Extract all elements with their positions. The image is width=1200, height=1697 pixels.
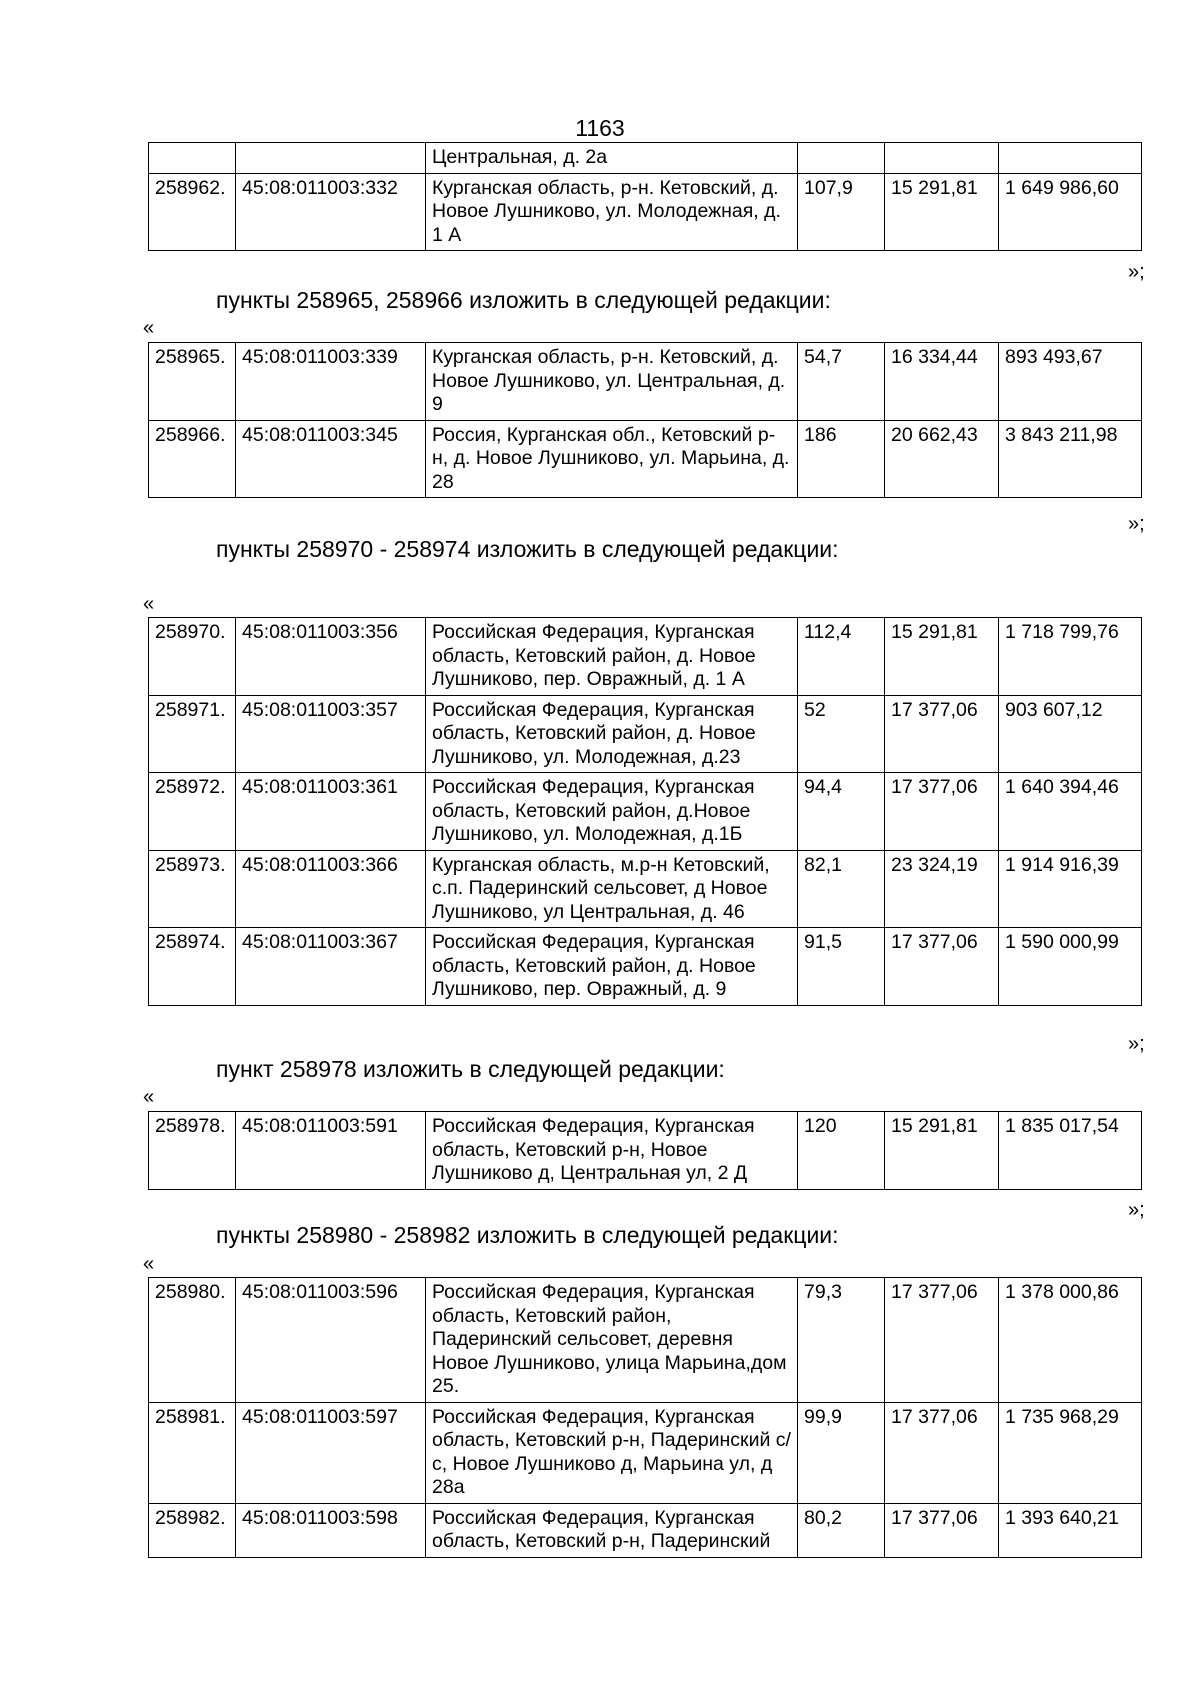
unit-value-cell: 15 291,81: [885, 1112, 999, 1190]
cadastral-number-cell: [236, 143, 426, 174]
unit-value-cell: 17 377,06: [885, 1503, 999, 1557]
cadastral-number-cell: 45:08:011003:598: [236, 1503, 426, 1557]
amendment-intro: пункт 258978 изложить в следующей редакции:: [216, 1056, 725, 1082]
unit-value-cell: 17 377,06: [885, 928, 999, 1006]
amendment-intro: пункты 258970 - 258974 изложить в следующей редакции:: [216, 536, 839, 562]
cadastral-value-cell: [999, 143, 1142, 174]
registry-table: [148, 1111, 1142, 1190]
cadastral-value-cell: 1 914 916,39: [999, 850, 1142, 928]
item-number-cell: 258978.: [149, 1112, 236, 1190]
unit-value-cell: 17 377,06: [885, 1278, 999, 1403]
amendment-intro: пункты 258980 - 258982 изложить в следующей редакции:: [216, 1222, 839, 1248]
area-cell: 94,4: [798, 773, 885, 851]
cadastral-number-cell: 45:08:011003:361: [236, 773, 426, 851]
address-cell: Российская Федерация, Курганская область, Кетовский р-н, Падеринский: [426, 1503, 798, 1557]
closing-quote: »;: [1128, 513, 1145, 535]
table-row: [149, 773, 1142, 851]
area-cell: 186: [798, 420, 885, 498]
area-cell: [798, 143, 885, 174]
address-cell: Российская Федерация, Курганская область, Кетовский район, Падеринский сельсовет, деревня Новое Лушниково, улица Марьина,дом 25.: [426, 1278, 798, 1403]
cadastral-value-cell: 1 590 000,99: [999, 928, 1142, 1006]
item-number-cell: 258980.: [149, 1278, 236, 1403]
opening-quote: «: [143, 1086, 155, 1108]
item-number-cell: 258970.: [149, 618, 236, 696]
opening-quote: «: [143, 1253, 155, 1275]
area-cell: 91,5: [798, 928, 885, 1006]
area-cell: 79,3: [798, 1278, 885, 1403]
address-cell: Российская Федерация, Курганская область, Кетовский район, д. Новое Лушниково, пер. Овражный, д. 1 А: [426, 618, 798, 696]
area-cell: 107,9: [798, 173, 885, 251]
area-cell: 112,4: [798, 618, 885, 696]
table-row: [149, 618, 1142, 696]
closing-quote: »;: [1128, 1033, 1145, 1055]
registry-table: [148, 342, 1142, 498]
address-cell: Центральная, д. 2а: [426, 143, 798, 174]
cadastral-number-cell: 45:08:011003:356: [236, 618, 426, 696]
opening-quote: «: [143, 593, 155, 615]
table-row: [149, 420, 1142, 498]
unit-value-cell: 17 377,06: [885, 1402, 999, 1503]
cadastral-value-cell: 1 735 968,29: [999, 1402, 1142, 1503]
area-cell: 80,2: [798, 1503, 885, 1557]
cadastral-value-cell: 1 640 394,46: [999, 773, 1142, 851]
area-cell: 82,1: [798, 850, 885, 928]
unit-value-cell: [885, 143, 999, 174]
closing-quote: »;: [1128, 1199, 1145, 1221]
area-cell: 52: [798, 695, 885, 773]
cadastral-number-cell: 45:08:011003:597: [236, 1402, 426, 1503]
registry-table-continuation: [148, 142, 1142, 251]
unit-value-cell: 23 324,19: [885, 850, 999, 928]
cadastral-value-cell: 1 718 799,76: [999, 618, 1142, 696]
address-cell: Российская Федерация, Курганская область, Кетовский район, д. Новое Лушниково, ул. Молодежная, д.23: [426, 695, 798, 773]
address-cell: Курганская область, м.р-н Кетовский, с.п. Падеринский сельсовет, д Новое Лушниково, ул Центральная, д. 46: [426, 850, 798, 928]
item-number-cell: 258981.: [149, 1402, 236, 1503]
page-number: 1163: [575, 115, 625, 141]
cadastral-number-cell: 45:08:011003:596: [236, 1278, 426, 1403]
cadastral-value-cell: 1 378 000,86: [999, 1278, 1142, 1403]
cadastral-number-cell: 45:08:011003:591: [236, 1112, 426, 1190]
unit-value-cell: 16 334,44: [885, 343, 999, 421]
item-number-cell: 258971.: [149, 695, 236, 773]
table-row: [149, 143, 1142, 174]
table-row: [149, 1112, 1142, 1190]
cadastral-number-cell: 45:08:011003:357: [236, 695, 426, 773]
cadastral-number-cell: 45:08:011003:339: [236, 343, 426, 421]
item-number-cell: 258982.: [149, 1503, 236, 1557]
item-number-cell: 258962.: [149, 173, 236, 251]
address-cell: Российская Федерация, Курганская область, Кетовский район, д. Новое Лушниково, пер. Овражный, д. 9: [426, 928, 798, 1006]
registry-table: [148, 1277, 1142, 1558]
cadastral-number-cell: 45:08:011003:366: [236, 850, 426, 928]
cadastral-value-cell: 3 843 211,98: [999, 420, 1142, 498]
address-cell: Российская Федерация, Курганская область, Кетовский р-н, Новое Лушниково д, Центральная ул, 2 Д: [426, 1112, 798, 1190]
table-row: [149, 343, 1142, 421]
cadastral-number-cell: 45:08:011003:345: [236, 420, 426, 498]
table-row: [149, 1402, 1142, 1503]
unit-value-cell: 20 662,43: [885, 420, 999, 498]
registry-table: [148, 617, 1142, 1006]
closing-quote: »;: [1128, 261, 1145, 283]
item-number-cell: 258974.: [149, 928, 236, 1006]
area-cell: 120: [798, 1112, 885, 1190]
cadastral-number-cell: 45:08:011003:332: [236, 173, 426, 251]
unit-value-cell: 15 291,81: [885, 618, 999, 696]
opening-quote: «: [143, 317, 155, 339]
cadastral-value-cell: 1 835 017,54: [999, 1112, 1142, 1190]
cadastral-number-cell: 45:08:011003:367: [236, 928, 426, 1006]
amendment-intro: пункты 258965, 258966 изложить в следующей редакции:: [216, 287, 831, 313]
cadastral-value-cell: 903 607,12: [999, 695, 1142, 773]
table-row: [149, 928, 1142, 1006]
address-cell: Курганская область, р-н. Кетовский, д. Новое Лушниково, ул. Центральная, д. 9: [426, 343, 798, 421]
cadastral-value-cell: 1 649 986,60: [999, 173, 1142, 251]
address-cell: Российская Федерация, Курганская область, Кетовский район, д.Новое Лушниково, ул. Молодежная, д.1Б: [426, 773, 798, 851]
unit-value-cell: 15 291,81: [885, 173, 999, 251]
address-cell: Курганская область, р-н. Кетовский, д. Новое Лушниково, ул. Молодежная, д. 1 А: [426, 173, 798, 251]
item-number-cell: [149, 143, 236, 174]
table-row: [149, 173, 1142, 251]
table-row: [149, 850, 1142, 928]
unit-value-cell: 17 377,06: [885, 773, 999, 851]
item-number-cell: 258965.: [149, 343, 236, 421]
area-cell: 54,7: [798, 343, 885, 421]
item-number-cell: 258966.: [149, 420, 236, 498]
item-number-cell: 258972.: [149, 773, 236, 851]
unit-value-cell: 17 377,06: [885, 695, 999, 773]
area-cell: 99,9: [798, 1402, 885, 1503]
table-row: [149, 1278, 1142, 1403]
address-cell: Россия, Курганская обл., Кетовский р-н, д. Новое Лушниково, ул. Марьина, д. 28: [426, 420, 798, 498]
item-number-cell: 258973.: [149, 850, 236, 928]
cadastral-value-cell: 1 393 640,21: [999, 1503, 1142, 1557]
table-row: [149, 695, 1142, 773]
cadastral-value-cell: 893 493,67: [999, 343, 1142, 421]
table-row: [149, 1503, 1142, 1557]
address-cell: Российская Федерация, Курганская область, Кетовский р-н, Падеринский с/с, Новое Лушниково д, Марьина ул, д 28а: [426, 1402, 798, 1503]
